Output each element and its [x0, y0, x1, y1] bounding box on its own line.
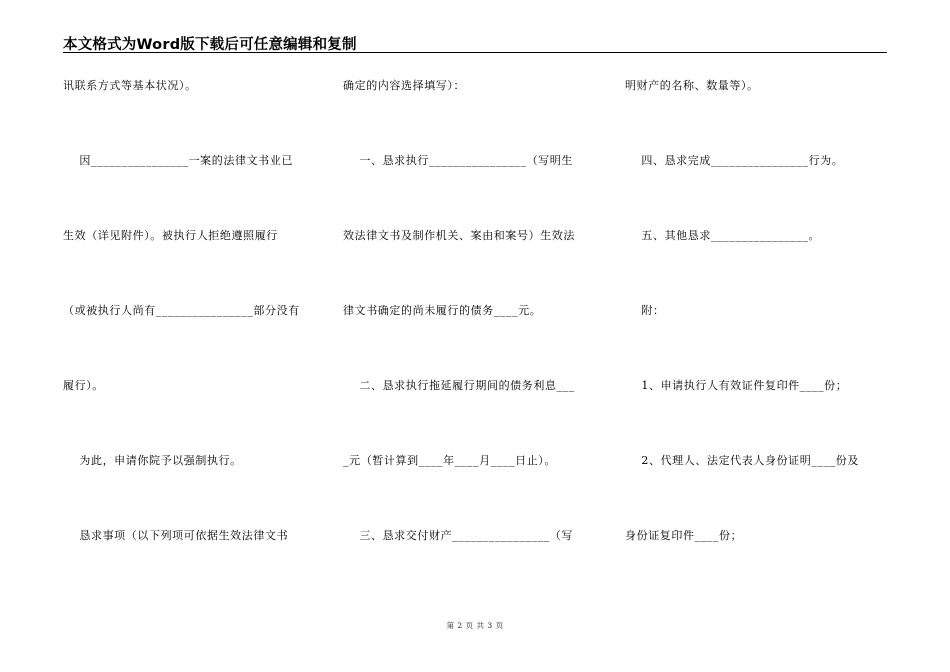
paragraph-line: 确定的内容选择填写）：: [343, 79, 466, 92]
paragraph-line: 效法律文书及制作机关、案由和案号）生效法: [343, 229, 575, 242]
paragraph-line: 附：: [625, 304, 665, 317]
paragraph-line: 身份证复印件____份；: [625, 529, 743, 542]
page-number-footer: 第 2 页 共 3 页: [446, 621, 504, 630]
page-header-title: 本文格式为Word版下载后可任意编辑和复制: [63, 37, 357, 53]
paragraph-line: 履行）。: [63, 379, 104, 392]
paragraph-line: 律文书确定的尚未履行的债务____元。: [343, 304, 542, 317]
paragraph-line: 因________________一案的法律文书业已: [63, 154, 293, 167]
paragraph-line: 为此，申请你院予以强制执行。: [63, 454, 242, 467]
header-divider: [63, 52, 887, 53]
paragraph-line: 五、其他恳求________________。: [625, 229, 821, 242]
paragraph-line: 四、恳求完成________________行为。: [625, 154, 844, 167]
paragraph-line: 三、恳求交付财产________________（写: [343, 529, 573, 542]
paragraph-line: _元（暂计算到____年____月____日止）。: [343, 454, 556, 467]
paragraph-line: 一、恳求执行________________（写明生: [343, 154, 573, 167]
paragraph-line: 讯联系方式等基本状况）。: [63, 79, 197, 92]
paragraph-line: 二、恳求执行拖延履行期间的债务利息___: [343, 379, 575, 392]
paragraph-line: 恳求事项（以下列项可依据生效法律文书: [63, 529, 289, 542]
paragraph-line: 生效（详见附件）。被执行人拒绝遵照履行: [63, 229, 278, 242]
paragraph-line: 明财产的名称、数量等）。: [625, 79, 759, 92]
paragraph-line: 1、申请执行人有效证件复印件____份；: [625, 379, 848, 392]
paragraph-line: 2、代理人、法定代表人身份证明____份及: [625, 454, 859, 467]
paragraph-line: （或被执行人尚有________________部分没有: [63, 304, 300, 317]
